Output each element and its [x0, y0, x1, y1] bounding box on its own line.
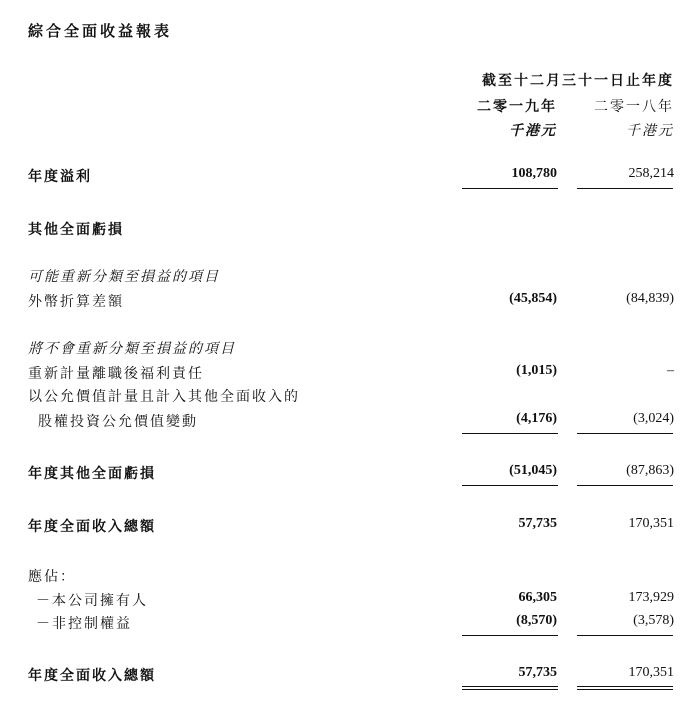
page-title: 綜合全面收益報表 — [28, 22, 173, 40]
tci-total-double-underline-2018 — [577, 686, 673, 690]
tci-total-double-underline-2019 — [462, 686, 558, 690]
profit-label: 年度溢利 — [28, 169, 92, 185]
tci-total-label: 年度全面收入總額 — [28, 668, 156, 684]
oci-total-2019: (51,045) — [509, 463, 557, 478]
period-header: 截至十二月三十一日止年度 — [482, 73, 674, 89]
tci-label: 年度全面收入總額 — [28, 519, 156, 535]
remeasure-2019: (1,015) — [516, 363, 557, 378]
nci-2018: (3,578) — [633, 613, 674, 628]
tci-total-2018: 170,351 — [628, 665, 674, 680]
oci-total-2018: (87,863) — [626, 463, 674, 478]
reclass-heading: 可能重新分類至損益的項目 — [28, 269, 220, 285]
oci-total-underline-2018 — [577, 485, 673, 486]
fx-2018: (84,839) — [626, 291, 674, 306]
fvoci-underline-2018 — [577, 433, 673, 434]
profit-underline-2019 — [462, 188, 558, 189]
profit-2019: 108,780 — [511, 166, 557, 181]
oci-heading: 其他全面虧損 — [28, 222, 124, 238]
nci-underline-2019 — [462, 635, 558, 636]
fx-label: 外幣折算差額 — [28, 294, 124, 310]
fvoci-2018: (3,024) — [633, 411, 674, 426]
year-2019-header: 二零一九年 — [477, 99, 557, 115]
unit-2018-header: 千港元 — [626, 123, 674, 139]
nonreclass-heading: 將不會重新分類至損益的項目 — [28, 341, 236, 357]
owners-2019: 66,305 — [518, 590, 557, 605]
profit-underline-2018 — [577, 188, 673, 189]
tci-2018: 170,351 — [628, 516, 674, 531]
fvoci-underline-2019 — [462, 433, 558, 434]
tci-2019: 57,735 — [518, 516, 557, 531]
unit-2019-header: 千港元 — [509, 123, 557, 139]
oci-total-underline-2019 — [462, 485, 558, 486]
nci-underline-2018 — [577, 635, 673, 636]
nci-2019: (8,570) — [516, 613, 557, 628]
fvoci-2019: (4,176) — [516, 411, 557, 426]
remeasure-label: 重新計量離職後福利責任 — [28, 366, 204, 382]
tci-total-2019: 57,735 — [518, 665, 557, 680]
profit-2018: 258,214 — [628, 166, 674, 181]
owners-2018: 173,929 — [628, 590, 674, 605]
oci-total-label: 年度其他全面虧損 — [28, 466, 156, 482]
owners-label: －本公司擁有人 — [36, 593, 148, 609]
year-2018-header: 二零一八年 — [594, 99, 674, 115]
attributable-label: 應佔： — [28, 569, 76, 585]
nci-label: －非控制權益 — [36, 616, 132, 632]
fx-2019: (45,854) — [509, 291, 557, 306]
fvoci-label-line2: 股權投資公允價值變動 — [38, 414, 198, 430]
remeasure-2018: – — [667, 363, 674, 378]
fvoci-label-line1: 以公允價值計量且計入其他全面收入的 — [28, 389, 300, 405]
